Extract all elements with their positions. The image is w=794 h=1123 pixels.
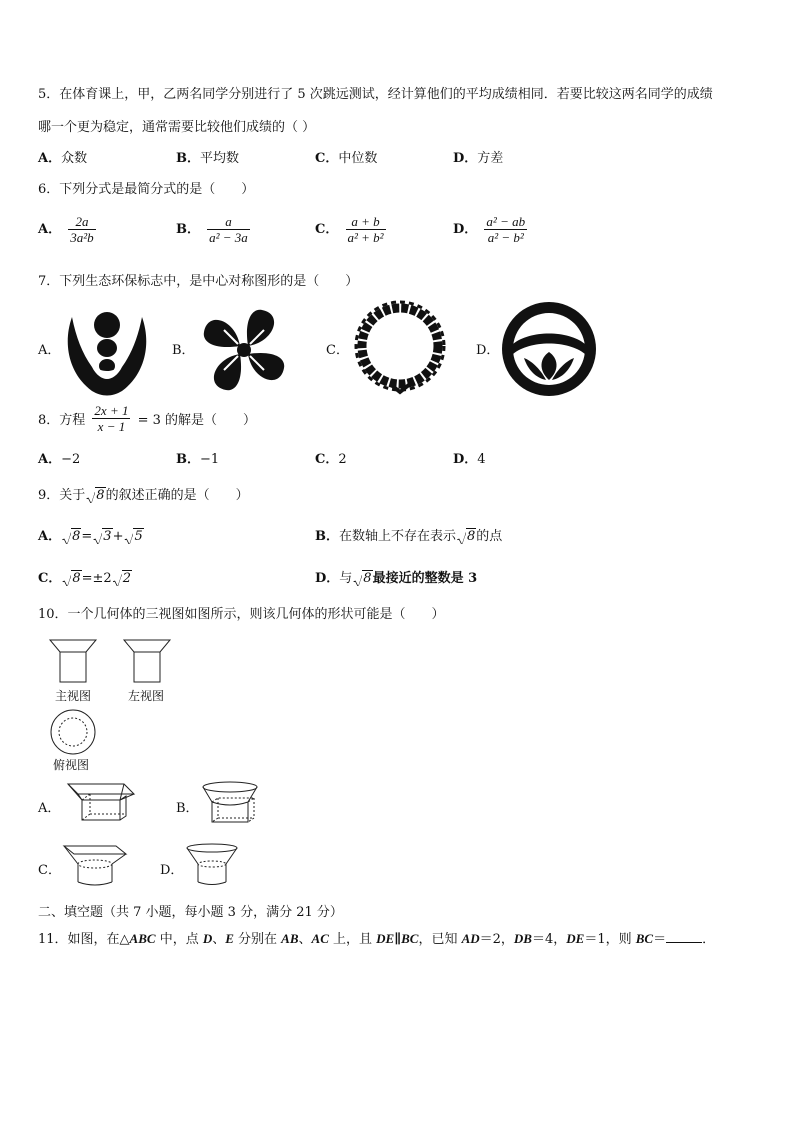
q9-stem: 9．关于 8的叙述正确的是（ ） — [38, 488, 249, 503]
circle-leaf-emblem-icon — [500, 300, 598, 398]
q10-option-d-solid — [184, 842, 240, 888]
q6-stem: 6．下列分式是最简分式的是（ ） — [38, 182, 255, 197]
q7-option-d-label: D． — [476, 343, 500, 358]
laurel-wreath-icon — [350, 300, 450, 396]
front-view-diagram — [48, 638, 98, 684]
left-view-diagram — [122, 638, 172, 684]
q6-option-a: A． $\frac{2a}{\text{3a²b}}$ — [38, 214, 94, 245]
left-view-label: 左视图 — [128, 689, 165, 703]
q8-stem: 8．方程 $\frac{2x + 1}{x - 1}$ = 3 的解是（ ） — [38, 403, 257, 434]
q8-option-c: C．2 — [315, 452, 347, 467]
q9-option-a: A． 8= 3+ 5 — [38, 529, 143, 544]
q9-option-b: B．在数轴上不存在表示 8的点 — [315, 529, 503, 544]
q8-option-a: A．−2 — [38, 452, 81, 467]
top-view-diagram — [48, 708, 98, 756]
q8-option-d: D．4 — [453, 452, 486, 467]
q5-option-c: C．中位数 — [315, 151, 378, 166]
q10-option-b-solid — [200, 780, 260, 826]
q10-option-b-label: B． — [176, 801, 199, 816]
q7-option-b-label: B． — [172, 343, 195, 358]
q5-line2: 哪一个更为稳定，通常需要比较他们成绩的（ ） — [38, 120, 316, 135]
q8-option-b: B．−1 — [176, 452, 220, 467]
q5-option-a: A．众数 — [38, 151, 88, 166]
q10-option-c-label: C． — [38, 863, 61, 878]
q10-option-c-solid — [62, 842, 128, 888]
q7-stem: 7．下列生态环保标志中，是中心对称图形的是（ ） — [38, 274, 359, 289]
q10-option-a-solid — [66, 780, 136, 826]
q6-option-c: C． $\frac{a + b}{\text{a² + b²}}$ — [315, 214, 384, 245]
front-view-label: 主视图 — [55, 689, 92, 703]
q10-option-d-label: D． — [160, 863, 184, 878]
q11-stem: 11．如图，在△ABC 中，点 D、E 分别在 AB、AC 上，且 DE∥BC，已知 AD＝2，DB＝4，DE＝1，则 BC＝ ． — [38, 931, 716, 947]
q10-option-a-label: A． — [38, 801, 61, 816]
top-view-label: 俯视图 — [53, 758, 90, 772]
q7-option-a-label: A． — [38, 343, 61, 358]
section-2-title: 二、填空题（共 7 小题，每小题 3 分，满分 21 分） — [38, 905, 343, 920]
q5-option-d: D．方差 — [453, 151, 504, 166]
q9-option-c: C． 8=±2 2 — [38, 571, 131, 586]
q7-option-c-label: C． — [326, 343, 349, 358]
four-petal-emblem-icon — [196, 302, 292, 398]
q6-option-b: B． $\frac{a}{\text{a² − 3a}}$ — [176, 214, 248, 245]
q6-option-d: D． $\frac{\text{a² − ab}}{\text{a² − b²}}$ — [453, 214, 526, 245]
q5-option-b: B．平均数 — [176, 151, 240, 166]
q11-answer-blank[interactable] — [666, 930, 702, 943]
q5-line1: 5．在体育课上，甲，乙两名同学分别进行了 5 次跳远测试，经计算他们的平均成绩相同．若要比较这两名同学的成绩 — [38, 87, 713, 102]
q9-option-d: D．与 8最接近的整数是 3 — [315, 571, 478, 586]
q10-stem: 10．一个几何体的三视图如图所示，则该几何体的形状可能是（ ） — [38, 607, 445, 622]
flame-emblem-icon — [62, 305, 152, 397]
